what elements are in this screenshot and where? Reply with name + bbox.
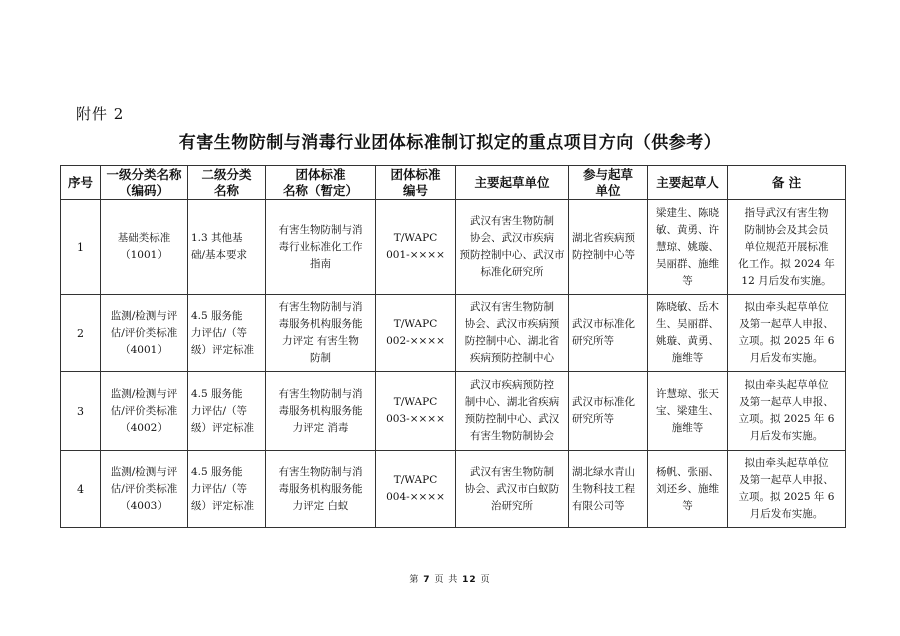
category2-cell: 1.3 其他基 础/基本要求 xyxy=(188,200,266,295)
table-header-row xyxy=(61,166,846,200)
header-cell: 序号 xyxy=(61,166,101,200)
table-row xyxy=(61,295,846,372)
participating-unit-cell: 湖北省疾病预 防控制中心等 xyxy=(569,200,648,295)
attachment-label: 附件 2 xyxy=(76,105,125,123)
remark-cell: 拟由牵头起草单位 及第一起草人申报、 立项。拟 2025 年 6 月后发布实施。 xyxy=(728,451,846,528)
standard-code-cell: T/WAPC 002-×××× xyxy=(376,295,456,372)
remark-cell: 拟由牵头起草单位 及第一起草人申报、 立项。拟 2025 年 6 月后发布实施。 xyxy=(728,372,846,451)
category2-cell: 4.5 服务能 力评估/（等 级）评定标准 xyxy=(188,451,266,528)
header-cell: 备 注 xyxy=(728,166,846,200)
footer-prefix: 第 xyxy=(409,575,420,585)
table-row xyxy=(61,200,846,295)
category1-cell: 监测/检测与评 估/评价类标准 （4001） xyxy=(101,295,188,372)
main-unit-cell: 武汉有害生物防制 协会、武汉市白蚁防 治研究所 xyxy=(456,451,569,528)
footer-suffix: 页 xyxy=(480,575,491,585)
page-footer xyxy=(0,572,900,585)
participating-unit-cell: 武汉市标准化 研究所等 xyxy=(569,295,648,372)
main-unit-cell: 武汉有害生物防制 协会、武汉市疾病 预防控制中心、武汉市 标准化研究所 xyxy=(456,200,569,295)
current-page-number: 7 xyxy=(423,575,431,585)
document-title: 有害生物防制与消毒行业团体标准制订拟定的重点项目方向（供参考） xyxy=(178,133,722,153)
total-page-number: 12 xyxy=(462,575,477,585)
row-number-cell: 4 xyxy=(61,451,101,528)
footer-middle: 页 共 xyxy=(434,575,459,585)
header-cell: 团体标准 编号 xyxy=(376,166,456,200)
standard-code-cell: T/WAPC 001-×××× xyxy=(376,200,456,295)
table-row xyxy=(61,451,846,528)
row-number-cell: 3 xyxy=(61,372,101,451)
category2-cell: 4.5 服务能 力评估/（等 级）评定标准 xyxy=(188,295,266,372)
remark-cell: 拟由牵头起草单位 及第一起草人申报、 立项。拟 2025 年 6 月后发布实施。 xyxy=(728,295,846,372)
header-cell: 一级分类名称 （编码） xyxy=(101,166,188,200)
drafters-cell: 陈晓敏、岳木 生、吴丽群、 姚璇、黄勇、 施维等 xyxy=(648,295,728,372)
standard-name-cell: 有害生物防制与消 毒服务机构服务能 力评定 有害生物 防制 xyxy=(266,295,376,372)
category1-cell: 基础类标准 （1001） xyxy=(101,200,188,295)
drafters-cell: 许慧琼、张天 宝、梁建生、 施维等 xyxy=(648,372,728,451)
remark-cell: 指导武汉有害生物 防制协会及其会员 单位规范开展标准 化工作。拟 2024 年 12 月后发布实施。 xyxy=(728,200,846,295)
standard-name-cell: 有害生物防制与消 毒服务机构服务能 力评定 白蚁 xyxy=(266,451,376,528)
header-cell: 团体标准 名称（暂定） xyxy=(266,166,376,200)
participating-unit-cell: 武汉市标准化 研究所等 xyxy=(569,372,648,451)
main-unit-cell: 武汉市疾病预防控 制中心、湖北省疾病 预防控制中心、武汉 有害生物防制协会 xyxy=(456,372,569,451)
header-cell: 二级分类 名称 xyxy=(188,166,266,200)
header-cell: 主要起草单位 xyxy=(456,166,569,200)
category1-cell: 监测/检测与评 估/评价类标准 （4003） xyxy=(101,451,188,528)
standard-name-cell: 有害生物防制与消 毒服务机构服务能 力评定 消毒 xyxy=(266,372,376,451)
standard-code-cell: T/WAPC 004-×××× xyxy=(376,451,456,528)
key-projects-table xyxy=(60,165,846,528)
standard-name-cell: 有害生物防制与消 毒行业标准化工作 指南 xyxy=(266,200,376,295)
participating-unit-cell: 湖北绿水青山 生物科技工程 有限公司等 xyxy=(569,451,648,528)
category1-cell: 监测/检测与评 估/评价类标准 （4002） xyxy=(101,372,188,451)
category2-cell: 4.5 服务能 力评估/（等 级）评定标准 xyxy=(188,372,266,451)
main-unit-cell: 武汉有害生物防制 协会、武汉市疾病预 防控制中心、湖北省 疾病预防控制中心 xyxy=(456,295,569,372)
standard-code-cell: T/WAPC 003-×××× xyxy=(376,372,456,451)
header-cell: 参与起草 单位 xyxy=(569,166,648,200)
table-row xyxy=(61,372,846,451)
row-number-cell: 2 xyxy=(61,295,101,372)
drafters-cell: 杨帆、张丽、 刘还乡、施维 等 xyxy=(648,451,728,528)
row-number-cell: 1 xyxy=(61,200,101,295)
header-cell: 主要起草人 xyxy=(648,166,728,200)
drafters-cell: 梁建生、陈晓 敏、黄勇、许 慧琼、姚璇、 吴丽群、施维 等 xyxy=(648,200,728,295)
